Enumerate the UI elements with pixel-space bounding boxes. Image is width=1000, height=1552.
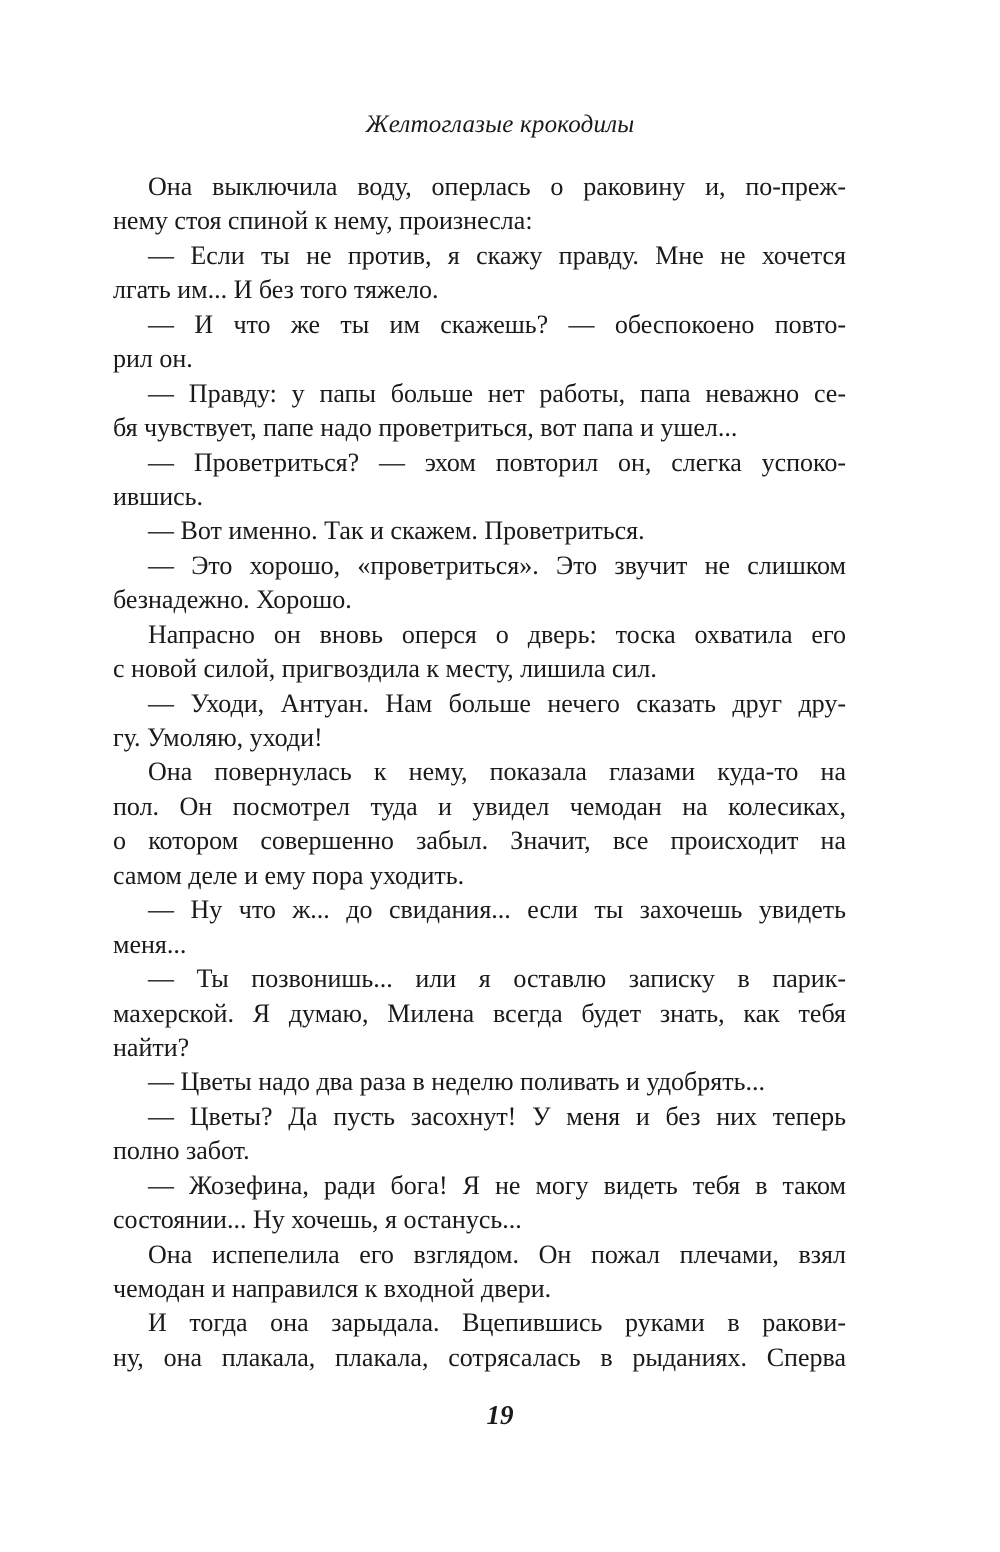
text-line: Она испепелила его взглядом. Он пожал плечами, взял xyxy=(148,1239,846,1269)
text-line: — Ты позвонишь... или я оставлю записку в парик- xyxy=(148,964,846,994)
text-line: чемодан и направился к входной двери. xyxy=(113,1274,552,1303)
text-line: И тогда она зарыдала. Вцепившись руками в ракови- xyxy=(148,1308,846,1338)
text-line: с новой силой, пригвоздила к месту, лишила сил. xyxy=(113,654,657,684)
text-line: рил он. xyxy=(113,344,193,374)
text-line: лгать им... И без того тяжело. xyxy=(113,275,439,305)
text-line: найти? xyxy=(113,1032,190,1062)
text-line: Она повернулась к нему, показала глазами куда-то на xyxy=(148,757,846,787)
text-line: — Ну что ж... до свидания... если ты захочешь увидеть xyxy=(148,895,846,925)
text-line: гу. Умоляю, уходи! xyxy=(113,723,323,752)
text-line: меня... xyxy=(113,929,187,959)
running-title: Желтоглазые крокодилы xyxy=(365,111,635,138)
text-line: полно забот. xyxy=(113,1136,250,1166)
text-line: — И что же ты им скажешь? — обеспокоено повто- xyxy=(148,309,846,339)
text-line: состоянии... Ну хочешь, я останусь... xyxy=(113,1205,522,1235)
page-number: 19 xyxy=(486,1400,514,1430)
text-line: нему стоя спиной к нему, произнесла: xyxy=(113,206,533,236)
text-line: — Правду: у папы больше нет работы, папа неважно се- xyxy=(148,378,846,408)
text-line: безнадежно. Хорошо. xyxy=(113,585,352,615)
text-line: о котором совершенно забыл. Значит, все происходит на xyxy=(113,826,846,856)
text-line: Она выключила воду, оперлась о раковину и, по-преж- xyxy=(148,172,846,201)
text-line: — Проветриться? — эхом повторил он, слегка успоко- xyxy=(148,447,846,477)
text-line: пол. Он посмотрел туда и увидел чемодан на колесиках, xyxy=(113,791,846,821)
text-line: бя чувствует, папе надо проветриться, вот папа и ушел... xyxy=(113,413,738,443)
text-line: — Уходи, Антуан. Нам больше нечего сказать друг дру- xyxy=(148,688,846,718)
text-line: — Жозефина, ради бога! Я не могу видеть тебя в таком xyxy=(148,1170,846,1200)
text-line: — Цветы надо два раза в неделю поливать и удобрять... xyxy=(148,1067,765,1097)
body-text xyxy=(113,170,846,1375)
text-line: — Это хорошо, «проветриться». Это звучит не слишком xyxy=(148,550,846,580)
text-line: махерской. Я думаю, Милена всегда будет знать, как тебя xyxy=(113,998,846,1028)
text-line: Напрасно он вновь оперся о дверь: тоска охватила его xyxy=(148,619,846,649)
text-line: — Если ты не против, я скажу правду. Мне не хочется xyxy=(148,240,846,270)
text-line: ну, она плакала, плакала, сотрясалась в рыданиях. Сперва xyxy=(113,1342,846,1372)
text-line: самом деле и ему пора уходить. xyxy=(113,860,465,890)
text-line: — Цветы? Да пусть засохнут! У меня и без них теперь xyxy=(148,1101,846,1131)
text-line: ившись. xyxy=(113,481,204,511)
text-line: — Вот именно. Так и скажем. Проветриться. xyxy=(148,516,645,546)
